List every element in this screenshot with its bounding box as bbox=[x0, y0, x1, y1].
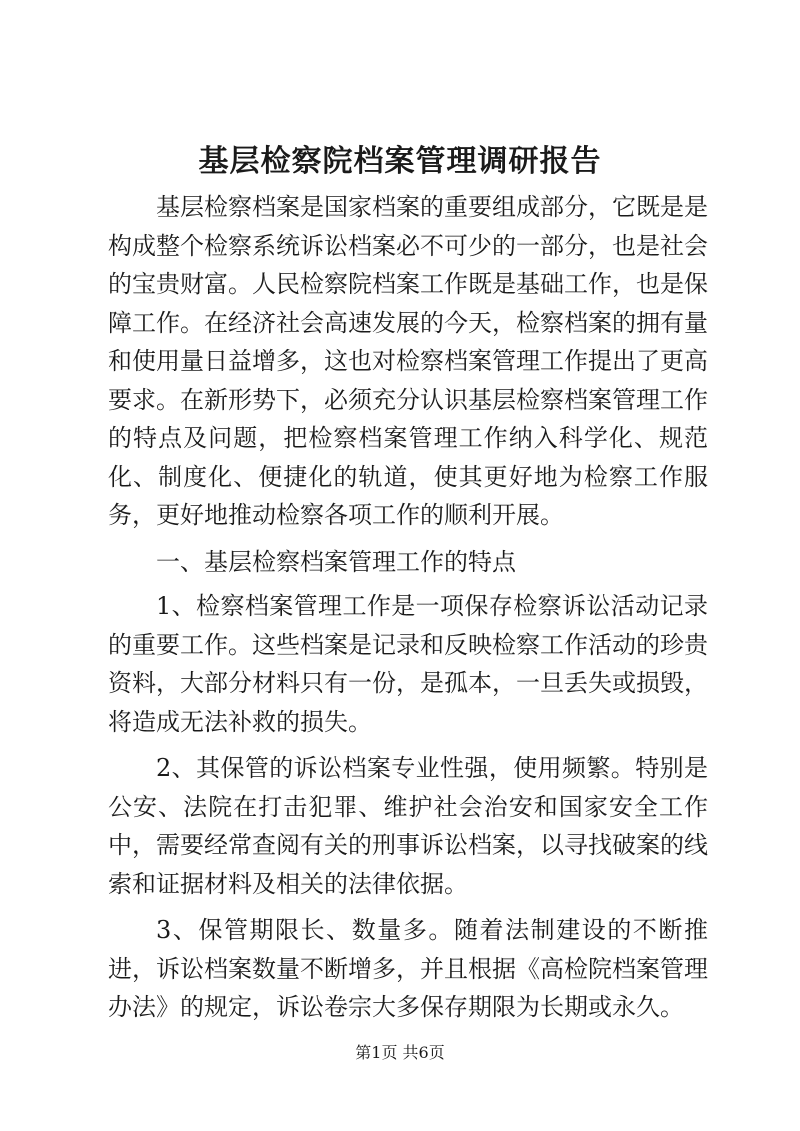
page-number-footer: 第1页 共6页 bbox=[355, 1043, 445, 1062]
document-title: 基层检察院档案管理调研报告 bbox=[198, 144, 602, 179]
document-body bbox=[108, 188, 708, 1035]
paragraph-point-1: 1、检察档案管理工作是一项保存检察诉讼活动记录的重要工作。这些档案是记录和反映检察工作活动的珍贵资料，大部分材料只有一份，是孤本，一旦丢失或损毁，将造成无法补救的损失。 bbox=[108, 592, 708, 736]
paragraph-point-2: 2、其保管的诉讼档案专业性强，使用频繁。特别是公安、法院在打击犯罪、维护社会治安和国家安全工作中，需要经常查阅有关的刑事诉讼档案，以寻找破案的线索和证据材料及相关的法律依据。 bbox=[108, 754, 708, 898]
paragraph-point-3: 3、保管期限长、数量多。随着法制建设的不断推进，诉讼档案数量不断增多，并且根据《高检院档案管理办法》的规定，诉讼卷宗大多保存期限为长期或永久。 bbox=[108, 916, 708, 1021]
paragraph-intro: 基层检察档案是国家档案的重要组成部分，它既是是构成整个检察系统诉讼档案必不可少的一部分，也是社会的宝贵财富。人民检察院档案工作既是基础工作，也是保障工作。在经济社会高速发展的今天，检察档案的拥有量和使用量日益增多，这也对检察档案管理工作提出了更高要求。在新形势下，必须充分认识基层检察档案管理工作的特点及问题，把检察档案管理工作纳入科学化、规范化、制度化、便捷化的轨道，使其更好地为检察工作服务，更好地推动检察各项工作的顺利开展。 bbox=[108, 193, 708, 529]
section-heading-1: 一、基层检察档案管理工作的特点 bbox=[156, 547, 516, 576]
